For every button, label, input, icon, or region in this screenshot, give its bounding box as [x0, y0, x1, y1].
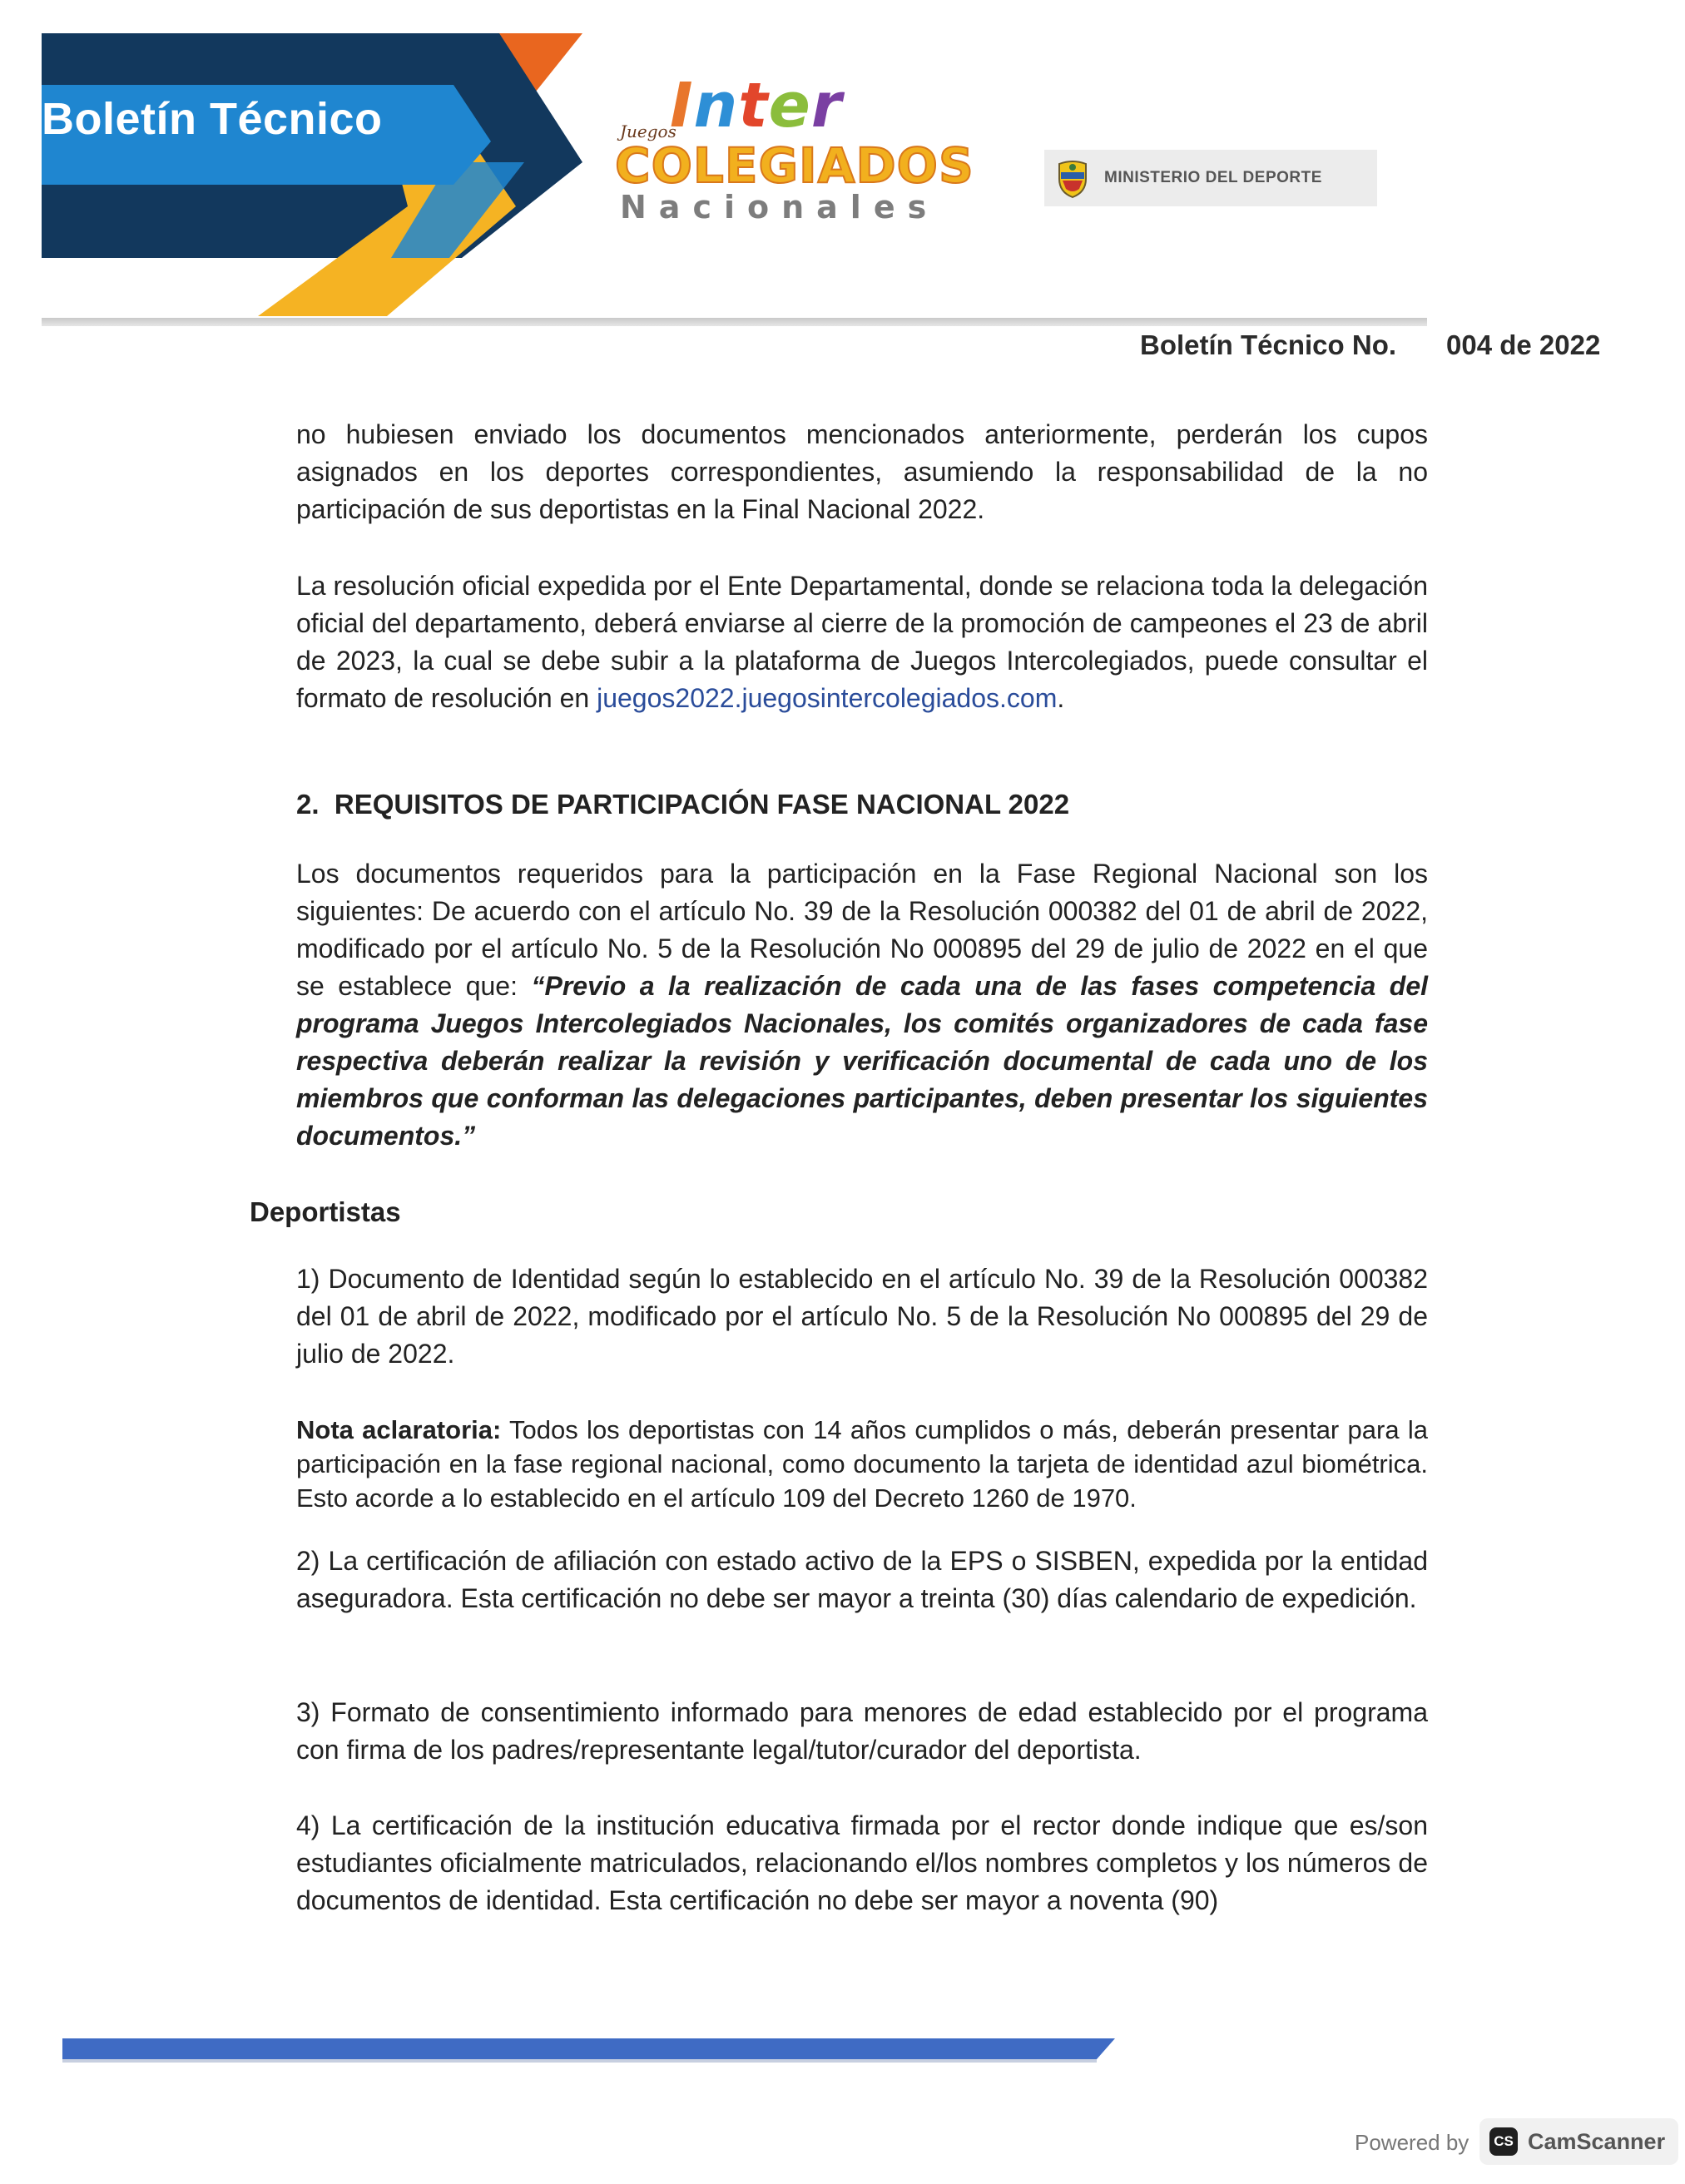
powered-by-label: Powered by [1355, 2130, 1469, 2155]
requirements-intro: Los documentos requeridos para la participación en la Fase Regional Nacional son los siguientes: De acuerdo con el artículo No. 39 de la Resolución 000382 del 01 de abril de 2022, modificado por el artículo No. 5 de la Resolución No 000895 del 29 de julio de 2022 en el que se establece que: [296, 859, 1428, 1001]
footer-shadow-line [62, 2059, 1097, 2063]
requirement-item-4: 4) La certificación de la institución educativa firmada por el rector donde indique que es/son estudiantes oficialmente matriculados, relacionando el/los nombres completos y los números de documentos de identidad. Esta certificación no debe ser mayor a noventa (90) [296, 1810, 1428, 1915]
paragraph-requirements [296, 855, 1428, 1155]
deportistas-heading: Deportistas [250, 1196, 401, 1227]
section-title: REQUISITOS DE PARTICIPACIÓN FASE NACIONAL 2022 [334, 789, 1070, 820]
ministry-badge [1044, 150, 1377, 206]
note-text: Todos los deportistas con 14 años cumplidos o más, deberán presentar para la participación en la fase regional nacional, como documento la tarjeta de identidad azul biométrica. Esto acorde a lo establecido en el artículo 109 del Decreto 1260 de 1970. [296, 1415, 1428, 1513]
bulletin-label: Boletín Técnico No. [1140, 329, 1397, 360]
bulletin-number: 004 de 2022 [1446, 329, 1601, 360]
footer-bar-art [0, 2022, 1685, 2072]
clarifying-note [296, 1413, 1428, 1515]
camscanner-badge [1479, 2118, 1678, 2165]
note-label: Nota aclaratoria: [296, 1415, 502, 1444]
resolution-format-link[interactable]: juegos2022.juegosintercolegiados.com [597, 683, 1058, 713]
requirement-item-3: 3) Formato de consentimiento informado para menores de edad establecido por el programa con firma de los padres/representante legal/tutor/curador del deportista. [296, 1697, 1428, 1765]
camscanner-name: CamScanner [1528, 2128, 1666, 2154]
intercolegiados-logo [612, 68, 974, 226]
logo-nacionales-word: Nacionales [620, 189, 939, 225]
logo-inter-word: Inter [670, 70, 843, 141]
section-number: 2. [296, 789, 320, 820]
logo-colegiados-word: COLEGIADOS [615, 137, 974, 194]
requirement-item-2: 2) La certificación de afiliación con estado activo de la EPS o SISBEN, expedida por la entidad aseguradora. Esta certificación no debe ser mayor a treinta (30) días calendario de expedición. [296, 1546, 1428, 1613]
camscanner-logo-icon: CS [1489, 2127, 1518, 2156]
section-heading [296, 789, 1069, 820]
logo-juegos-word: Juegos [620, 121, 676, 141]
banner-title: Boletín Técnico [42, 94, 383, 144]
paragraph-resolution-text: La resolución oficial expedida por el Ente Departamental, donde se relaciona toda la delegación oficial del departamento, deberá enviarse al cierre de la promoción de campeones el 23 de abril de 2023, la cual se debe subir a la plataforma de Juegos Intercolegiados, puede consultar el formato de resolución en [296, 571, 1428, 713]
paragraph-resolution-end: . [1057, 683, 1065, 713]
coat-of-arms-icon [1054, 157, 1091, 199]
footer-blue-bar [62, 2038, 1115, 2059]
paragraph-resolution [296, 567, 1428, 717]
requirements-quote: “Previo a la realización de cada una de las fases competencia del programa Juegos Intercolegiados Nacionales, los comités organizadores de cada fase respectiva deberán realizar la revisión y verificación documental de cada uno de los miembros que conforman las delegaciones participantes, deben presentar los siguientes documentos.” [296, 971, 1429, 1151]
header-divider [42, 318, 1427, 326]
paragraph-consequences: no hubiesen enviado los documentos mencionados anteriormente, perderán los cupos asignados en los deportes correspondientes, asumiendo la responsabilidad de la no participación de sus deportistas en la Final Nacional 2022. [296, 419, 1428, 524]
ministry-label: MINISTERIO DEL DEPORTE [1104, 169, 1322, 186]
requirement-item-1: 1) Documento de Identidad según lo establecido en el artículo No. 39 de la Resolución 000382 del 01 de abril de 2022, modificado por el artículo No. 5 de la Resolución No 000895 del 29 de julio de 2022. [296, 1264, 1428, 1369]
